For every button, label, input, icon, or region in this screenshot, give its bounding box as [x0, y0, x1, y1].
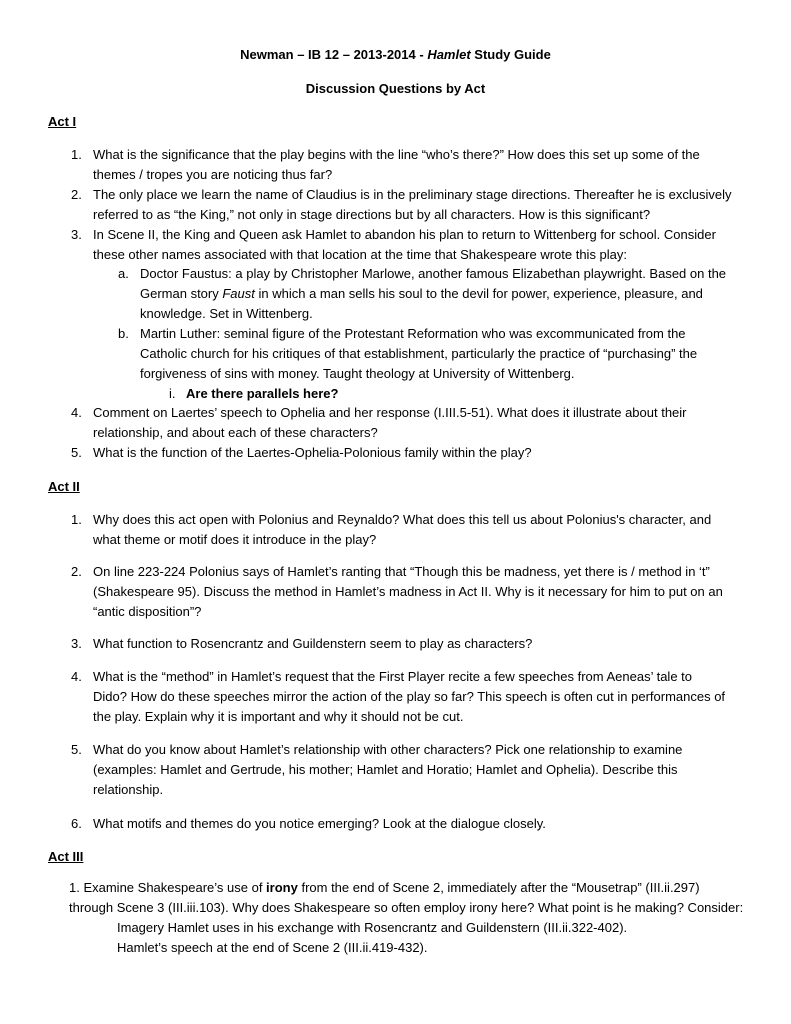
document-subtitle: Discussion Questions by Act	[305, 81, 486, 96]
act1-q3b-letter: b.	[118, 326, 129, 341]
act2-q4-number: 4.	[71, 669, 82, 684]
act2-q5-line1: What do you know about Hamlet’s relationship with other characters? Pick one relationship to examine	[93, 742, 683, 757]
act1-q3a-letter: a.	[118, 266, 129, 281]
act1-q4-line2: relationship, and about each of these characters?	[93, 425, 378, 440]
act2-q1-number: 1.	[71, 512, 82, 527]
act-3-heading: Act III	[48, 849, 84, 864]
act1-q1-line1: What is the significance that the play begins with the line “who’s there?” How does this set up some of the	[93, 147, 700, 162]
act2-q4-line2: Dido? How do these speeches mirror the action of the play so far? This speech is often cut in performances of	[93, 689, 726, 704]
act1-q3-line1: In Scene II, the King and Queen ask Hamlet to abandon his plan to return to Wittenberg for school. Consider	[93, 227, 716, 242]
act3-q1-line1	[69, 880, 700, 896]
act1-q1-number: 1.	[71, 147, 82, 162]
act1-q3a-line3: knowledge. Set in Wittenberg.	[140, 306, 313, 321]
act1-q3a-line2-text: German story	[140, 286, 223, 301]
act3-q1-line2: through Scene 3 (III.iii.103). Why does Shakespeare so often employ irony here? What point is he making? Consider:	[69, 900, 744, 915]
act2-q1-line1: Why does this act open with Polonius and Reynaldo? What does this tell us about Polonius's character, and	[93, 512, 712, 527]
act1-q3a-line2	[140, 286, 703, 302]
act3-q1-line1-rest: from the end of Scene 2, immediately after the “Mousetrap” (III.ii.297)	[297, 880, 700, 895]
act3-q1-line3: Imagery Hamlet uses in his exchange with Rosencrantz and Guildenstern (III.ii.322-402).	[117, 920, 628, 935]
act2-q3-line1: What function to Rosencrantz and Guildenstern seem to play as characters?	[93, 636, 533, 651]
act2-q6-line1: What motifs and themes do you notice emerging? Look at the dialogue closely.	[93, 816, 546, 831]
act1-q5-line1: What is the function of the Laertes-Ophelia-Polonious family within the play?	[93, 445, 532, 460]
act-1-heading: Act I	[48, 114, 77, 129]
act2-q2-number: 2.	[71, 564, 82, 579]
act1-q3bi-numeral: i.	[169, 386, 176, 401]
act-2-heading: Act II	[48, 479, 80, 494]
act1-q2-line2: referred to as “the King,” not only in stage directions but by all characters. How is this significant?	[93, 207, 651, 222]
act2-q5-line3: relationship.	[93, 782, 164, 797]
act1-q4-number: 4.	[71, 405, 82, 420]
act2-q6-number: 6.	[71, 816, 82, 831]
title-text-2: Study Guide	[470, 47, 551, 62]
act2-q3-number: 3.	[71, 636, 82, 651]
act2-q2-line1: On line 223-224 Polonius says of Hamlet’s ranting that “Though this be madness, yet there is / method in ‘t”	[93, 564, 710, 579]
act2-q2-line2: (Shakespeare 95). Discuss the method in Hamlet’s madness in Act II. Why is it necessary for him to put on an	[93, 584, 723, 599]
act1-q3b-line2: Catholic church for his critiques of that establishment, particularly the practice of “purchasing” the	[140, 346, 698, 361]
act1-q3a-line1: Doctor Faustus: a play by Christopher Marlowe, another famous Elizabethan playwright. Based on the	[140, 266, 727, 281]
act2-q4-line1: What is the “method” in Hamlet’s request that the First Player recite a few speeches from Aeneas’ tale to	[93, 669, 692, 684]
act1-q3b-line1: Martin Luther: seminal figure of the Protestant Reformation who was excommunicated from the	[140, 326, 686, 341]
act1-q3-line2: these other names associated with that location at the time that Shakespeare wrote this play:	[93, 247, 628, 262]
act2-q2-line3: “antic disposition”?	[93, 604, 202, 619]
act3-q1-line1-text: 1. Examine Shakespeare’s use of	[69, 880, 267, 895]
act2-q4-line3: the play. Explain why it is important and why it should not be cut.	[93, 709, 464, 724]
title-text-italic: Hamlet	[427, 47, 471, 62]
act2-q1-line2: what theme or motif does it introduce in the play?	[93, 532, 377, 547]
act2-q5-number: 5.	[71, 742, 82, 757]
act1-q3-number: 3.	[71, 227, 82, 242]
act1-q2-number: 2.	[71, 187, 82, 202]
act1-q3bi-text: Are there parallels here?	[186, 386, 339, 401]
act1-q1-line2: themes / tropes you are noticing thus far?	[93, 167, 333, 182]
title-text-1: Newman – IB 12 – 2013-2014 -	[240, 47, 428, 62]
document-title	[0, 47, 791, 62]
act1-q2-line1: The only place we learn the name of Claudius is in the preliminary stage directions. Thereafter he is exclusively	[93, 187, 732, 202]
faust-title-italic: Faust	[222, 286, 255, 301]
act1-q3b-line3: forgiveness of sins with money. Taught theology at University of Wittenberg.	[140, 366, 575, 381]
act2-q5-line2: (examples: Hamlet and Gertrude, his mother; Hamlet and Horatio; Hamlet and Ophelia). Describe this	[93, 762, 678, 777]
act1-q5-number: 5.	[71, 445, 82, 460]
act1-q3a-line2-rest: in which a man sells his soul to the devil for power, experience, pleasure, and	[254, 286, 703, 301]
irony-bold: irony	[266, 880, 298, 895]
act1-q4-line1: Comment on Laertes’ speech to Ophelia and her response (I.III.5-51). What does it illustrate about their	[93, 405, 687, 420]
act3-q1-line4: Hamlet’s speech at the end of Scene 2 (III.ii.419-432).	[117, 940, 428, 955]
